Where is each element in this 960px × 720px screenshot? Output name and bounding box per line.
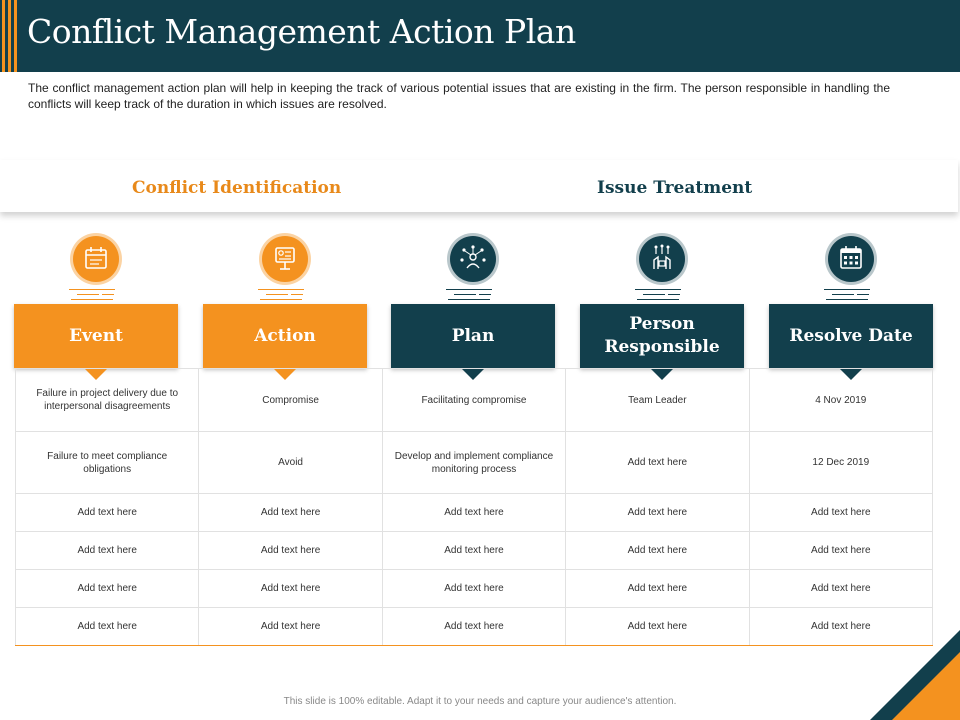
icon-caption-line (258, 289, 304, 290)
icon-caption-line (635, 289, 681, 290)
table-cell: Develop and implement compliance monitoring process (382, 432, 565, 494)
table-cell: Failure to meet compliance obligations (16, 432, 199, 494)
footer-note: This slide is 100% editable. Adapt it to your needs and capture your audience's attention. (283, 696, 677, 707)
table-cell: Add text here (749, 494, 932, 532)
table-row (16, 369, 933, 432)
icon-caption-line (857, 294, 869, 295)
table-cell: Add text here (749, 608, 932, 646)
table-row (16, 532, 933, 570)
table-row (16, 570, 933, 608)
table-row (16, 608, 933, 646)
icon-caption-line (102, 294, 114, 295)
icon-caption-line (826, 299, 868, 300)
icon-caption-line (832, 294, 854, 295)
table-cell: Add text here (749, 532, 932, 570)
icon-caption-line (448, 299, 490, 300)
table-cell: Add text here (199, 494, 382, 532)
table-cell: Add text here (382, 608, 565, 646)
table-cell: Add text here (566, 432, 749, 494)
header-plan: Plan (391, 304, 555, 368)
calendar-note-icon (73, 236, 119, 282)
table-cell: Team Leader (566, 369, 749, 432)
team-hands-icon (639, 236, 685, 282)
section-conflict-identification: Conflict Identification (132, 178, 342, 198)
icon-caption-line (266, 294, 288, 295)
corner-decoration (870, 630, 960, 720)
network-person-icon (450, 236, 496, 282)
table-cell: Add text here (382, 532, 565, 570)
icon-caption-line (69, 289, 115, 290)
table-cell: 4 Nov 2019 (749, 369, 932, 432)
icon-caption-line (71, 299, 113, 300)
icon-caption-line (643, 294, 665, 295)
icon-caption-line (446, 289, 492, 290)
table-cell: Add text here (199, 608, 382, 646)
table-cell: Add text here (749, 570, 932, 608)
table-cell: Facilitating compromise (382, 369, 565, 432)
table-cell: Add text here (16, 608, 199, 646)
table-cell: Compromise (199, 369, 382, 432)
header-resolve-date: Resolve Date (769, 304, 933, 368)
title-bar (0, 0, 960, 72)
section-issue-treatment: Issue Treatment (597, 178, 753, 198)
table-cell: Add text here (16, 570, 199, 608)
icon-caption-line (454, 294, 476, 295)
header-event: Event (14, 304, 178, 368)
table-cell: Failure in project delivery due to interpersonal disagreements (16, 369, 199, 432)
table-cell: Add text here (566, 494, 749, 532)
table-cell: Add text here (199, 532, 382, 570)
accent-stripe (14, 0, 17, 72)
header-person-responsible: Person Responsible (580, 304, 744, 368)
page-title: Conflict Management Action Plan (27, 12, 576, 51)
table-cell: Add text here (16, 532, 199, 570)
table-cell: Add text here (382, 494, 565, 532)
table-cell: Add text here (16, 494, 199, 532)
accent-stripe (2, 0, 5, 72)
table-cell: Add text here (199, 570, 382, 608)
intro-paragraph: The conflict management action plan will help in keeping the track of various potential issues that are existing in the firm. The person responsible in handling the conflicts will keep track of the duration in which issues are resolved. (28, 81, 890, 111)
table-cell: Add text here (566, 570, 749, 608)
table-cell: Add text here (566, 608, 749, 646)
icon-caption-line (291, 294, 303, 295)
accent-stripe (8, 0, 11, 72)
icon-caption-line (824, 289, 870, 290)
icon-caption-line (260, 299, 302, 300)
icon-caption-line (668, 294, 680, 295)
id-card-icon (262, 236, 308, 282)
table-row (16, 494, 933, 532)
table-cell: Add text here (382, 570, 565, 608)
calendar-grid-icon (828, 236, 874, 282)
table-cell: 12 Dec 2019 (749, 432, 932, 494)
icon-caption-line (479, 294, 491, 295)
table-cell: Avoid (199, 432, 382, 494)
action-plan-table (15, 368, 933, 646)
icon-caption-line (77, 294, 99, 295)
table-row (16, 432, 933, 494)
header-action: Action (203, 304, 367, 368)
icon-caption-line (637, 299, 679, 300)
table-cell: Add text here (566, 532, 749, 570)
